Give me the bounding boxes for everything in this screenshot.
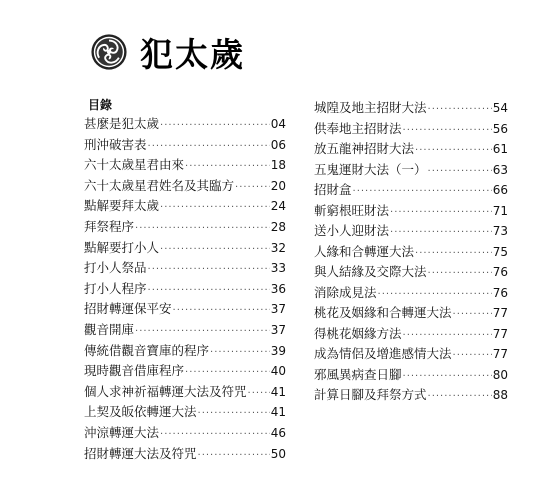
dot-leader [135,326,270,337]
toc-entry-page: 41 [270,384,286,399]
toc-entry [84,423,286,444]
dot-leader [378,289,492,300]
toc-entry-title: 與人結緣及交際大法 [314,264,427,279]
toc-entry [84,402,286,423]
toc-entry-title: 上契及皈依轉運大法 [84,404,197,420]
toc-entry [84,176,286,197]
toc-entry-page: 04 [270,117,286,131]
toc-entry-title: 點解要拜太歲 [84,198,160,214]
toc-entry-page: 24 [270,199,286,214]
toc-entry [84,258,286,279]
toc-entry-page: 46 [270,425,286,440]
toc-entry-page: 40 [270,364,286,379]
toc-entry-page: 41 [270,405,286,420]
toc-entry [84,217,286,238]
toc-entry-page: 76 [492,285,508,300]
toc-entry-page: 37 [270,322,286,337]
toc-entry-title: 打小人祭品 [84,260,147,276]
dot-leader [198,450,270,461]
toc-entry-page: 37 [270,302,286,317]
toc-entry-title: 人緣和合轉運大法 [314,243,415,259]
dot-leader [453,309,492,320]
dot-leader [185,161,270,172]
toc-entry-page: 28 [270,219,286,234]
dot-leader [428,104,492,115]
dot-leader [415,145,492,156]
page-title: 犯太歲 [140,34,245,74]
toc-entry [314,365,508,386]
dot-leader [390,227,492,238]
toc-entry-title: 現時觀音借庫程序 [84,363,185,379]
toc-entry-page: 32 [270,240,286,255]
toc-entry-title: 傳統借觀音寶庫的程序 [84,342,210,358]
toc-entry-title: 甚麼是犯太歲 [84,116,160,131]
toc-entry [84,299,286,320]
toc-entry-title: 供奉地主招財法 [314,120,402,136]
toc-entry [314,344,508,365]
toc-entry [84,444,286,465]
toc-entry [84,320,286,341]
dot-leader [428,268,492,279]
toc-entry-page: 18 [270,158,286,173]
header [90,22,245,82]
toc-entry-title: 消除成見法 [314,284,377,300]
dot-leader [390,207,492,218]
toc-entry-page: 50 [270,446,286,461]
dot-leader [160,244,270,255]
toc-entry-title: 打小人程序 [84,280,147,296]
dot-leader [403,371,492,382]
dot-leader [248,388,270,399]
toc-entry-page: 36 [270,281,286,296]
toc-entry [84,361,286,382]
dot-leader [415,248,492,259]
toc-entry-title: 個人求神祈福轉運大法及符咒 [84,383,247,399]
dot-leader [428,391,492,402]
toc-entry-title: 城隍及地主招財大法 [314,100,427,115]
toc-entry-title: 六十太歲星君姓名及其臨方 [84,177,235,193]
toc-entry-title: 觀音開庫 [84,321,135,337]
toc-entry-page: 61 [492,142,508,156]
toc-entry [84,341,286,362]
toc-entry [84,114,286,135]
toc-entry-title: 點解要打小人 [84,239,160,255]
toc-entry [314,98,508,119]
toc-right-column [314,98,508,406]
toc-entry [314,262,508,283]
toc-entry-page: 20 [270,178,286,193]
toc-entry [84,279,286,300]
dot-leader [160,202,270,213]
toc-heading: 目錄 [88,98,113,112]
toc-entry-title: 沖涼轉運大法 [84,424,160,440]
toc-entry [314,139,508,160]
dot-leader [160,120,270,131]
toc-entry [314,180,508,201]
dot-leader [428,166,492,177]
toc-entry [314,242,508,263]
dot-leader [160,429,270,440]
toc-entry-title: 得桃花姻緣方法 [314,325,402,341]
toc-entry [314,160,508,181]
toc-entry-page: 06 [270,137,286,152]
toc-entry-page: 76 [492,265,508,279]
dot-leader [173,305,270,316]
toc-entry-title: 邪風異病查日腳 [314,366,402,382]
triple-spiral-emblem-icon [90,33,128,71]
toc-entry [84,238,286,259]
toc-entry [84,135,286,156]
toc-entry [314,201,508,222]
toc-entry-page: 77 [492,306,508,320]
toc-entry [314,283,508,304]
toc-entry-page: 73 [492,224,508,238]
toc-entry-title: 五鬼運財大法（一） [314,161,427,177]
toc-entry-title: 招財盒 [314,182,352,197]
dot-leader [403,125,492,136]
toc-entry-title: 招財轉運大法及符咒 [84,445,197,461]
toc-entry [84,155,286,176]
toc-entry-title: 計算日腳及拜祭方式 [314,387,427,402]
toc-entry-title: 斬窮根旺財法 [314,202,390,218]
dot-leader [148,264,270,275]
toc-entry-page: 77 [492,347,508,361]
toc-entry-title: 招財轉運保平安 [84,301,172,317]
toc-entry-page: 71 [492,203,508,218]
toc-entry-page: 63 [492,162,508,177]
dot-leader [148,141,270,152]
toc-entry-page: 66 [492,183,508,197]
toc-entry [84,382,286,403]
toc-entry [84,196,286,217]
toc-entry-title: 拜祭程序 [84,218,135,234]
toc-entry-page: 77 [492,326,508,341]
toc-entry-title: 六十太歲星君由來 [84,157,185,173]
toc-entry-page: 80 [492,367,508,382]
dot-leader [453,350,492,361]
toc-entry-page: 75 [492,244,508,259]
toc-entry-title: 送小人迎財法 [314,223,390,238]
toc-entry-page: 33 [270,261,286,276]
toc-entry [314,324,508,345]
dot-leader [198,408,270,419]
dot-leader [135,223,270,234]
dot-leader [148,285,270,296]
toc-entry-title: 桃花及姻緣和合轉運大法 [314,305,452,320]
dot-leader [185,367,270,378]
toc-entry-title: 成為情侶及增進感情大法 [314,346,452,361]
toc-entry-page: 39 [270,343,286,358]
dot-leader [353,186,492,197]
toc-entry-title: 放五龍神招財大法 [314,141,415,156]
dot-leader [210,347,270,358]
toc-entry [314,221,508,242]
toc-entry-page: 56 [492,121,508,136]
dot-leader [403,330,492,341]
dot-leader [235,182,270,193]
toc-entry-page: 54 [492,101,508,115]
toc-entry [314,303,508,324]
toc-entry [314,385,508,406]
toc-left-column [84,114,286,464]
toc-entry-page: 88 [492,388,508,402]
toc-entry [314,119,508,140]
toc-entry-title: 刑沖破害表 [84,136,147,152]
